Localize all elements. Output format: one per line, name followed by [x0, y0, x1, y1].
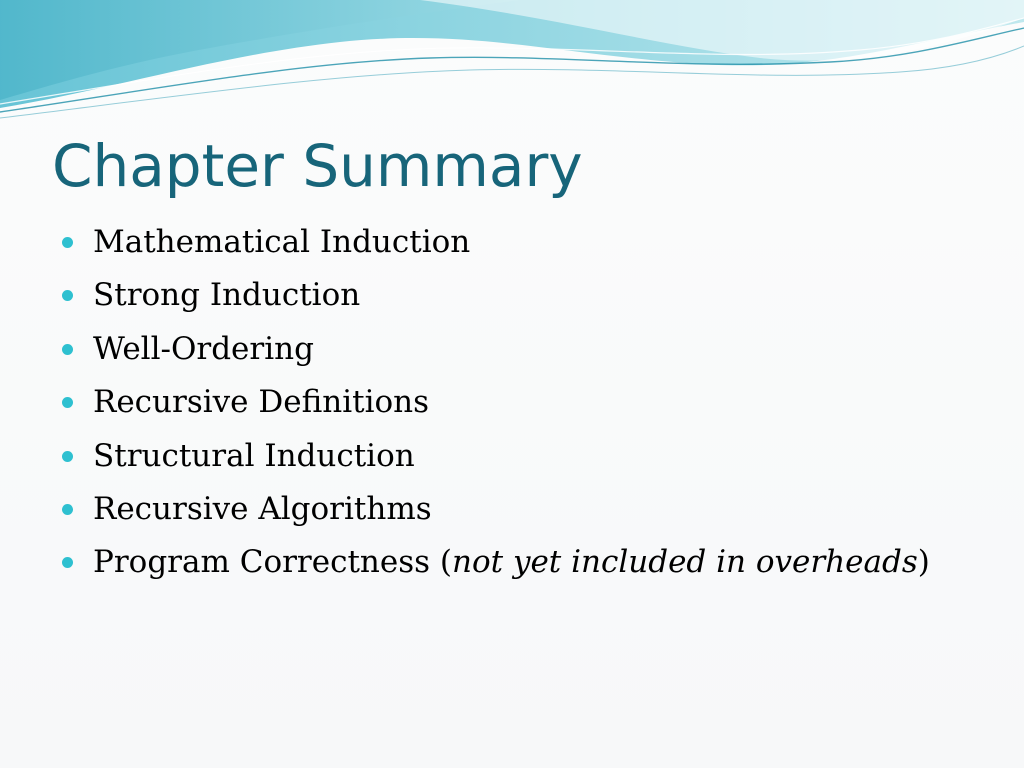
bullet-item-structural-induction: [62, 430, 1002, 483]
bullet-text: Well-Ordering: [93, 330, 314, 367]
wave-banner: [0, 0, 1024, 130]
bullet-text-suffix: ): [917, 544, 930, 581]
bullet-item-recursive-algorithms: [62, 483, 1002, 536]
bullet-dot-icon: [62, 504, 73, 515]
bullet-item-strong-induction: [62, 269, 1002, 322]
bullet-dot-icon: [62, 344, 73, 355]
bullet-dot-icon: [62, 290, 73, 301]
bullet-text: Structural Induction: [93, 437, 415, 474]
bullet-dot-icon: [62, 397, 73, 408]
bullet-item-program-correctness: [62, 536, 1002, 589]
bullet-dot-icon: [62, 237, 73, 248]
slide-title: Chapter Summary: [52, 132, 583, 200]
bullet-text: Strong Induction: [93, 277, 361, 314]
bullet-item-mathematical-induction: [62, 216, 1002, 269]
bullet-text: Mathematical Induction: [93, 224, 471, 260]
bullet-dot-icon: [62, 557, 73, 568]
bullet-text-italic-note: not yet included in overheads: [452, 544, 918, 581]
bullet-item-recursive-definitions: [62, 376, 1002, 429]
bullet-item-well-ordering: [62, 323, 1002, 376]
bullet-text: Recursive Algorithms: [93, 490, 432, 527]
bullet-text-prefix: Program Correctness (: [93, 544, 452, 581]
bullet-text: Recursive Definitions: [93, 384, 430, 421]
bullet-list: [62, 216, 1002, 590]
bullet-dot-icon: [62, 451, 73, 462]
